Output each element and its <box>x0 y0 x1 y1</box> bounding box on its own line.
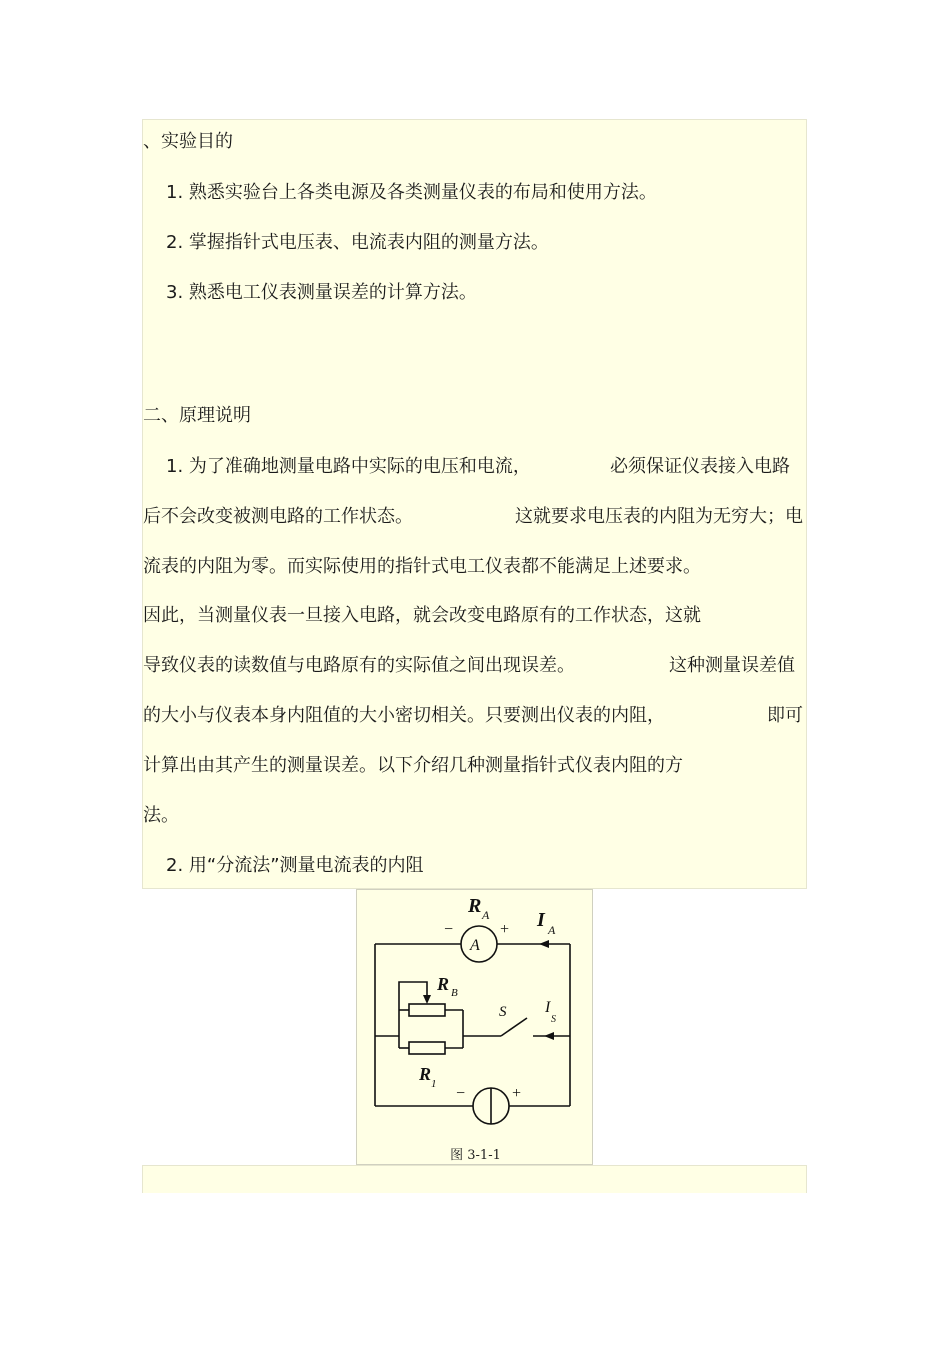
para-line-8: 法。 <box>143 805 179 826</box>
para-line-2a: 后不会改变被测电路的工作状态。 <box>143 506 413 527</box>
circuit-diagram <box>357 890 594 1166</box>
label-is: I <box>545 999 551 1016</box>
label-ia-sub: A <box>548 923 556 937</box>
content-panel-continued <box>142 1165 807 1193</box>
label-ra: R <box>468 895 482 917</box>
ammeter-label: A <box>470 937 480 954</box>
label-r1-sub: 1 <box>431 1078 437 1090</box>
para-line-7: 计算出由其产生的测量误差。以下介绍几种测量指针式仪表内阻的方 <box>143 755 683 776</box>
para-line-5b: 这种测量误差值 <box>669 655 795 676</box>
source-plus: + <box>511 1085 522 1102</box>
section2-heading: 二、原理说明 <box>143 405 251 426</box>
para-line-2b: 这就要求电压表的内阻为无穷大；电 <box>515 506 803 527</box>
para-line-1b: 必须保证仪表接入电路 <box>610 456 790 477</box>
ammeter-plus: + <box>499 921 510 938</box>
objective-item-3: 3. 熟悉电工仪表测量误差的计算方法。 <box>166 282 477 303</box>
label-rb: R <box>437 974 450 994</box>
para-line-6 <box>143 704 803 728</box>
para-line-5a: 导致仪表的读数值与电路原有的实际值之间出现误差。 <box>143 655 575 676</box>
para-line-1a: 1. 为了准确地测量电路中实际的电压和电流， <box>166 456 531 477</box>
objective-item-2: 2. 掌握指针式电压表、电流表内阻的测量方法。 <box>166 232 549 253</box>
para-line-1 <box>166 455 790 479</box>
para-line-6b: 即可 <box>767 705 803 726</box>
label-r1: R <box>419 1064 432 1084</box>
para-line-5 <box>143 654 795 678</box>
switch-blade <box>501 1018 527 1036</box>
source-minus: − <box>455 1085 466 1102</box>
para-line-2 <box>143 505 803 529</box>
circuit-figure <box>356 889 593 1165</box>
para-line-4: 因此，当测量仪表一旦接入电路，就会改变电路原有的工作状态，这就 <box>143 605 701 626</box>
label-is-sub: S <box>551 1014 556 1025</box>
resistor-rb <box>409 1004 445 1016</box>
objective-item-1: 1. 熟悉实验台上各类电源及各类测量仪表的布局和使用方法。 <box>166 182 657 203</box>
method-item-2: 2. 用“分流法”测量电流表的内阻 <box>166 855 424 876</box>
ammeter-minus: − <box>443 921 454 938</box>
label-rb-sub: B <box>451 987 458 999</box>
label-ra-sub: A <box>482 908 490 922</box>
rheostat-wiper <box>399 982 427 1010</box>
section1-heading: 、实验目的 <box>143 131 233 152</box>
current-arrow-ia-icon <box>539 940 549 948</box>
figure-caption: 图 3-1-1 <box>450 1148 501 1163</box>
current-arrow-is-icon <box>544 1032 554 1040</box>
label-switch: S <box>499 1004 507 1020</box>
wiper-arrow-icon <box>423 995 431 1004</box>
para-line-6a: 的大小与仪表本身内阻值的大小密切相关。只要测出仪表的内阻， <box>143 705 665 726</box>
para-line-3: 流表的内阻为零。而实际使用的指针式电工仪表都不能满足上述要求。 <box>143 556 701 577</box>
resistor-r1 <box>409 1042 445 1054</box>
label-ia: I <box>537 909 545 931</box>
